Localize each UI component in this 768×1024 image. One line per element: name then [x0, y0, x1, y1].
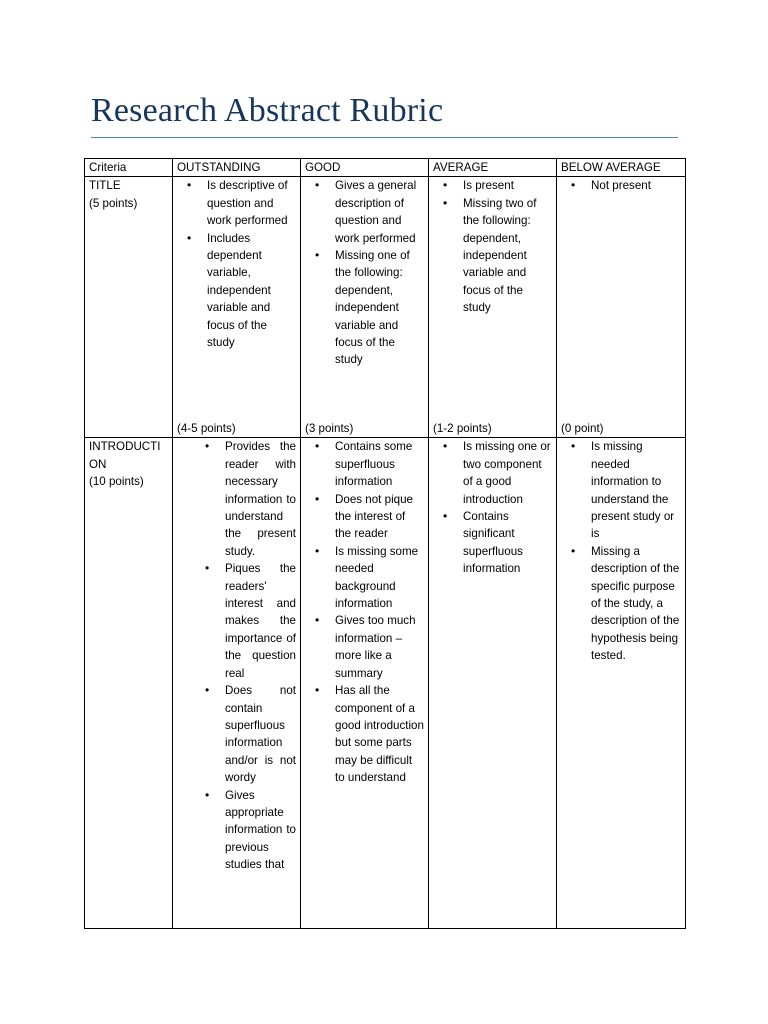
list-item: • Missing one of the following: dependent, independent variable and focus of the study: [305, 247, 424, 369]
list-item: • Includes dependent variable, independent variable and focus of the study: [177, 230, 296, 352]
table-row-introduction: [85, 438, 686, 929]
criteria-name: TITLE: [89, 179, 121, 193]
list-item: • Is present: [433, 177, 552, 194]
list-item: • Is missing one or two component of a good introduction: [433, 438, 552, 508]
below-average-cell-introduction: [557, 438, 686, 929]
table-row-title: [85, 177, 686, 438]
below-average-cell-title: [557, 177, 686, 438]
outstanding-cell-title: [173, 177, 301, 438]
score-range: (1-2 points): [433, 422, 492, 435]
list-item: • Not present: [561, 177, 681, 194]
header-outstanding: OUTSTANDING: [173, 159, 301, 177]
list-item: • Is descriptive of question and work performed: [177, 177, 296, 229]
list-item: • Gives too much information – more like a summary: [305, 612, 424, 682]
score-range: (3 points): [305, 422, 354, 435]
score-range: (4-5 points): [177, 422, 236, 435]
list-item: • Is missing some needed background information: [305, 543, 424, 613]
list-item: • Contains significant superfluous information: [433, 508, 552, 578]
good-cell-title: [301, 177, 429, 438]
header-below-average: BELOW AVERAGE: [557, 159, 686, 177]
header-row: [85, 159, 686, 177]
criteria-name: INTRODUCTION: [89, 440, 161, 471]
header-good: GOOD: [301, 159, 429, 177]
header-average: AVERAGE: [429, 159, 557, 177]
rubric-table: [84, 158, 686, 929]
score-range: (0 point): [561, 422, 604, 435]
list-item: • Gives a general description of question and work performed: [305, 177, 424, 247]
list-item: • Does not pique the interest of the reader: [305, 491, 424, 543]
outstanding-cell-introduction: [173, 438, 301, 929]
list-item: • Contains some superfluous information: [305, 438, 424, 490]
header-criteria: Criteria: [85, 159, 173, 177]
average-cell-introduction: [429, 438, 557, 929]
list-item: • Has all the component of a good introduction but some parts may be difficult to understand: [305, 682, 424, 786]
criteria-points: (5 points): [89, 196, 138, 210]
list-item: • Missing two of the following: dependent, independent variable and focus of the study: [433, 195, 552, 317]
criteria-points: (10 points): [89, 475, 144, 489]
title-underline: [91, 137, 678, 138]
page-title: Research Abstract Rubric: [91, 92, 444, 129]
list-item: • Is missing needed information to understand the present study or is: [561, 438, 681, 542]
list-item: • Gives appropriate information to previous studies that: [177, 787, 296, 874]
list-item: • Does not contain superfluous information and/or is not wordy: [177, 682, 296, 786]
average-cell-title: [429, 177, 557, 438]
list-item: • Piques the readers' interest and makes the importance of the question real: [177, 560, 296, 682]
list-item: • Provides the reader with necessary information to understand the present study.: [177, 438, 296, 560]
list-item: • Missing a description of the specific purpose of the study, a description of the hypothesis being tested.: [561, 543, 681, 665]
criteria-cell-title: [85, 177, 173, 438]
criteria-cell-introduction: [85, 438, 173, 929]
good-cell-introduction: [301, 438, 429, 929]
